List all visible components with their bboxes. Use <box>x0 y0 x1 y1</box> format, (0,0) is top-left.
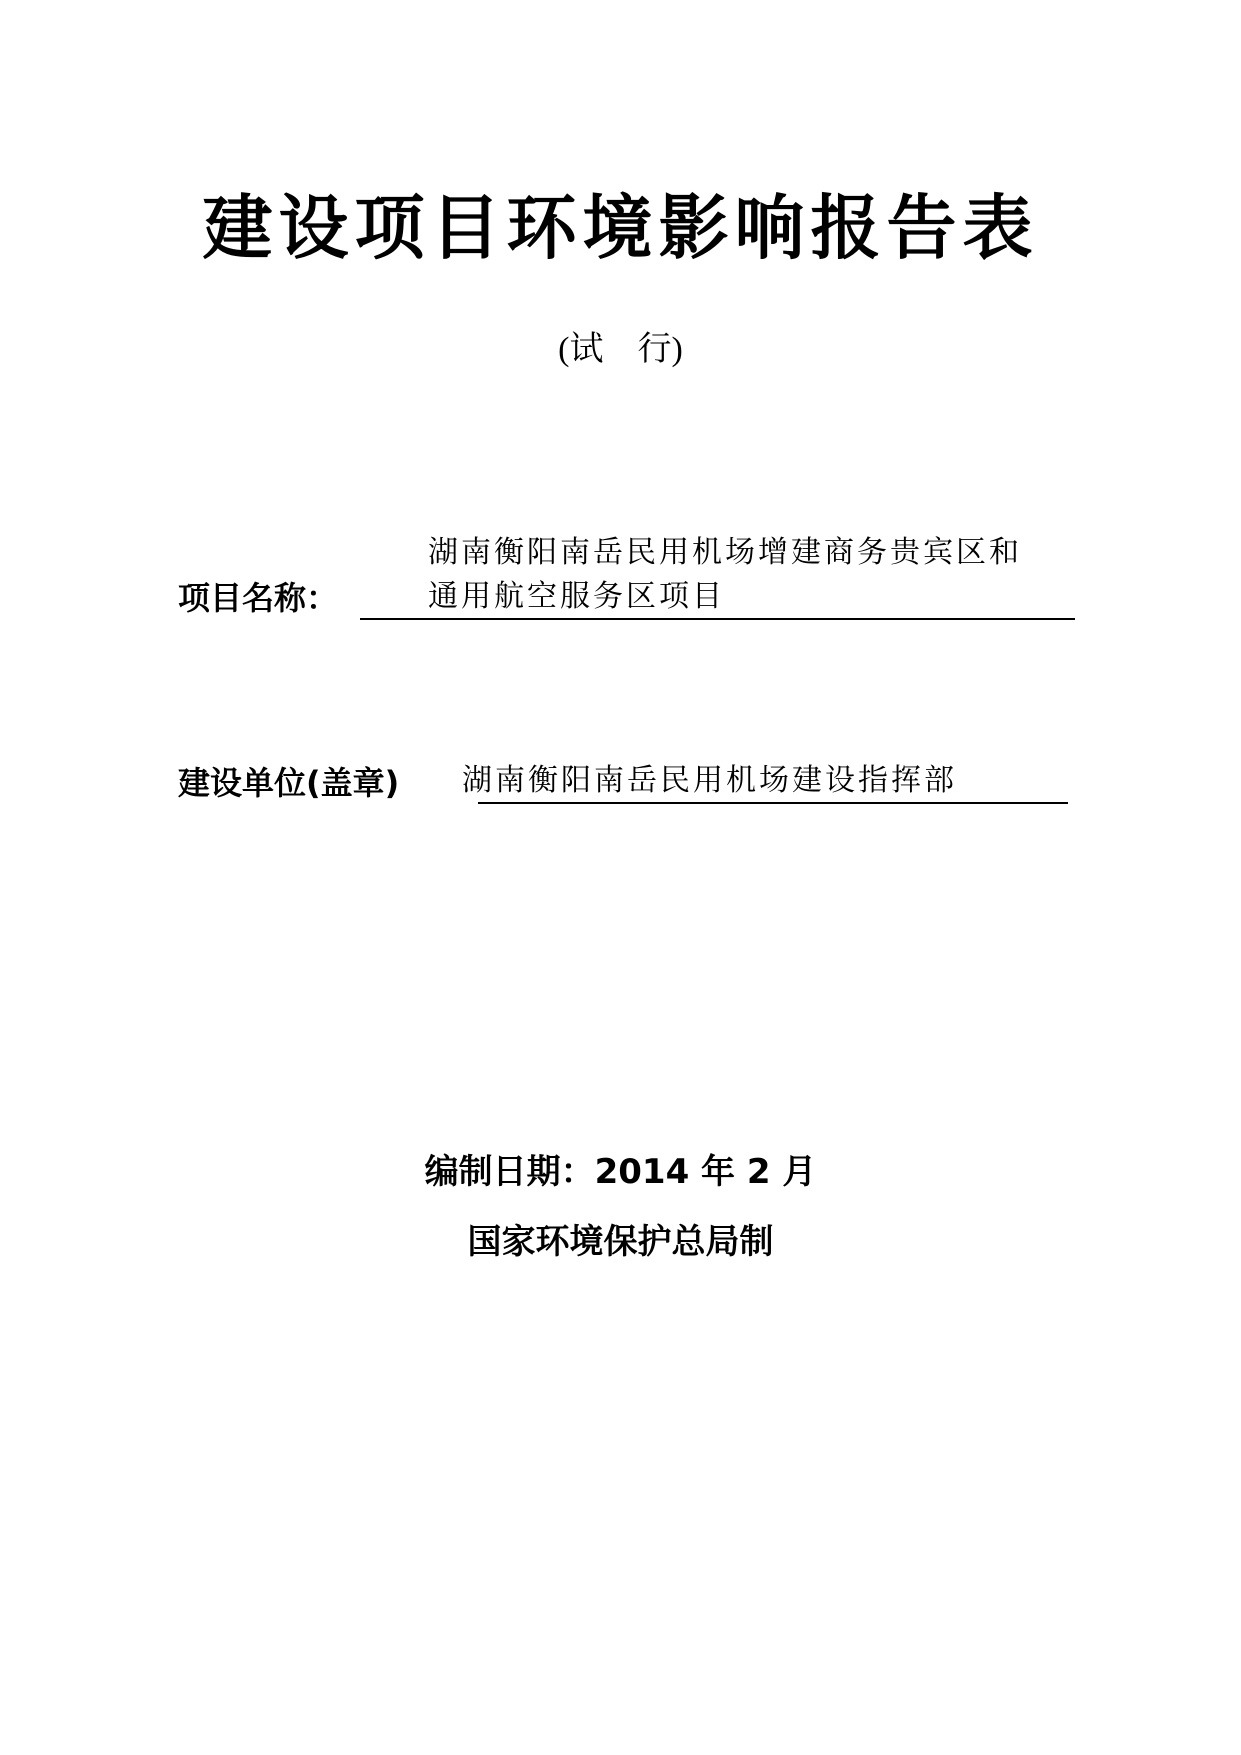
project-name-value-line1: 湖南衡阳南岳民用机场增建商务贵宾区和 <box>428 535 1022 570</box>
compile-date: 编制日期：2014 年 2 月 <box>424 1152 817 1192</box>
project-name-value-line2: 通用航空服务区项目 <box>428 579 725 614</box>
document-subtitle: (试 行) <box>558 331 683 368</box>
construction-unit-value: 湖南衡阳南岳民用机场建设指挥部 <box>462 763 957 798</box>
project-name-label: 项目名称： <box>178 579 339 617</box>
document-title: 建设项目环境影响报告表 <box>202 187 1039 269</box>
construction-unit-underline <box>478 802 1068 804</box>
construction-unit-label: 建设单位(盖章) <box>178 764 400 802</box>
issuing-authority: 国家环境保护总局制 <box>467 1222 774 1262</box>
project-name-underline <box>360 618 1075 620</box>
